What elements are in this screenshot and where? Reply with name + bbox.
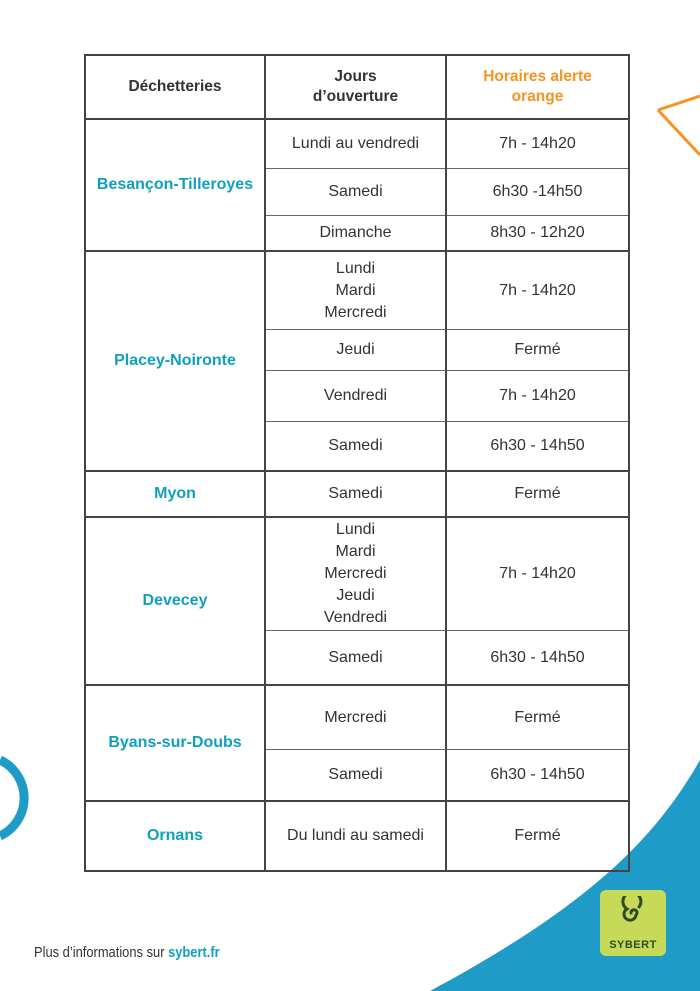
footer-text: Plus d’informations sur: [34, 944, 169, 961]
site-row: [86, 516, 628, 684]
days-column: [266, 802, 447, 870]
website-link[interactable]: sybert.fr: [168, 944, 220, 961]
hours-cell: 6h30 - 14h50: [447, 630, 628, 684]
days-cell: [266, 518, 445, 630]
site-row: [86, 684, 628, 800]
days-cell: [266, 472, 445, 516]
days-cell: [266, 168, 445, 215]
days-column: [266, 472, 447, 516]
header-hours: Horaires alerte orange: [483, 68, 592, 105]
hours-cell: 7h - 14h20: [447, 370, 628, 421]
hours-cell: 6h30 - 14h50: [447, 749, 628, 800]
hours-cell: 7h - 14h20: [499, 565, 576, 582]
hours-cell: 7h - 14h20: [499, 281, 576, 299]
header-site: Déchetteries: [86, 56, 266, 118]
hours-cell: 7h - 14h20: [499, 135, 576, 152]
days-cell: [266, 802, 445, 870]
days-cell: [266, 749, 445, 800]
hours-cell: 6h30 -14h50: [447, 168, 628, 215]
hours-cell: Fermé: [514, 485, 561, 502]
schedule-table: [84, 54, 630, 872]
day-label: Samedi: [328, 183, 383, 200]
site-row: [86, 118, 628, 250]
day-label: Du lundi au samedi: [287, 827, 424, 844]
days-cell: [266, 329, 445, 370]
table-header-row: [86, 56, 628, 118]
days-cell: [266, 215, 445, 250]
day-label: Jeudi: [336, 587, 375, 604]
day-label: Jeudi: [336, 341, 375, 358]
hours-cell: Fermé: [447, 329, 628, 370]
days-cell: [266, 370, 445, 421]
blue-circle-outline: [0, 760, 24, 836]
header-days: Jours d’ouverture: [266, 56, 447, 118]
day-label: Vendredi: [323, 387, 388, 404]
site-name: Ornans: [86, 802, 266, 870]
site-name: Myon: [86, 472, 266, 516]
days-cell: [266, 630, 445, 684]
hours-column: [447, 472, 628, 516]
hours-column: [447, 518, 628, 684]
day-label: Mercredi: [324, 303, 387, 321]
hours-cell: Fermé: [514, 708, 561, 726]
hours-column: [447, 686, 628, 800]
orange-triangle-outline: [658, 96, 700, 155]
day-label: Mercredi: [324, 565, 387, 582]
day-label: Mardi: [335, 543, 376, 560]
day-label: Mardi: [335, 281, 376, 299]
spiral-icon: [616, 896, 650, 930]
site-name: Byans-sur-Doubs: [86, 686, 266, 800]
hours-column: [447, 802, 628, 870]
day-label: Dimanche: [319, 224, 392, 241]
days-column: [266, 120, 447, 250]
day-label: Vendredi: [323, 609, 388, 626]
day-label: Samedi: [328, 648, 383, 666]
site-name: Devecey: [86, 518, 266, 684]
day-label: Lundi au vendredi: [291, 135, 420, 152]
day-label: Lundi: [335, 521, 376, 538]
days-cell: [266, 120, 445, 168]
site-name: Besançon-Tilleroyes: [86, 120, 266, 250]
site-row: [86, 800, 628, 870]
site-name: Placey-Noironte: [86, 252, 266, 470]
day-label: Samedi: [328, 437, 383, 454]
days-cell: [266, 421, 445, 470]
day-label: Samedi: [328, 485, 383, 502]
sybert-logo: [600, 890, 666, 956]
day-label: Lundi: [335, 259, 376, 277]
logo-text: SYBERT: [609, 939, 657, 951]
hours-cell: 6h30 - 14h50: [447, 421, 628, 470]
hours-cell: 8h30 - 12h20: [447, 215, 628, 250]
footer-info: [34, 944, 220, 961]
site-row: [86, 470, 628, 516]
site-row: [86, 250, 628, 470]
day-label: Samedi: [328, 766, 383, 783]
days-column: [266, 518, 447, 684]
hours-cell: Fermé: [514, 827, 561, 844]
day-label: Mercredi: [324, 708, 387, 726]
days-cell: [266, 252, 445, 329]
hours-column: [447, 252, 628, 470]
days-column: [266, 686, 447, 800]
hours-column: [447, 120, 628, 250]
days-cell: [266, 686, 445, 749]
days-column: [266, 252, 447, 470]
